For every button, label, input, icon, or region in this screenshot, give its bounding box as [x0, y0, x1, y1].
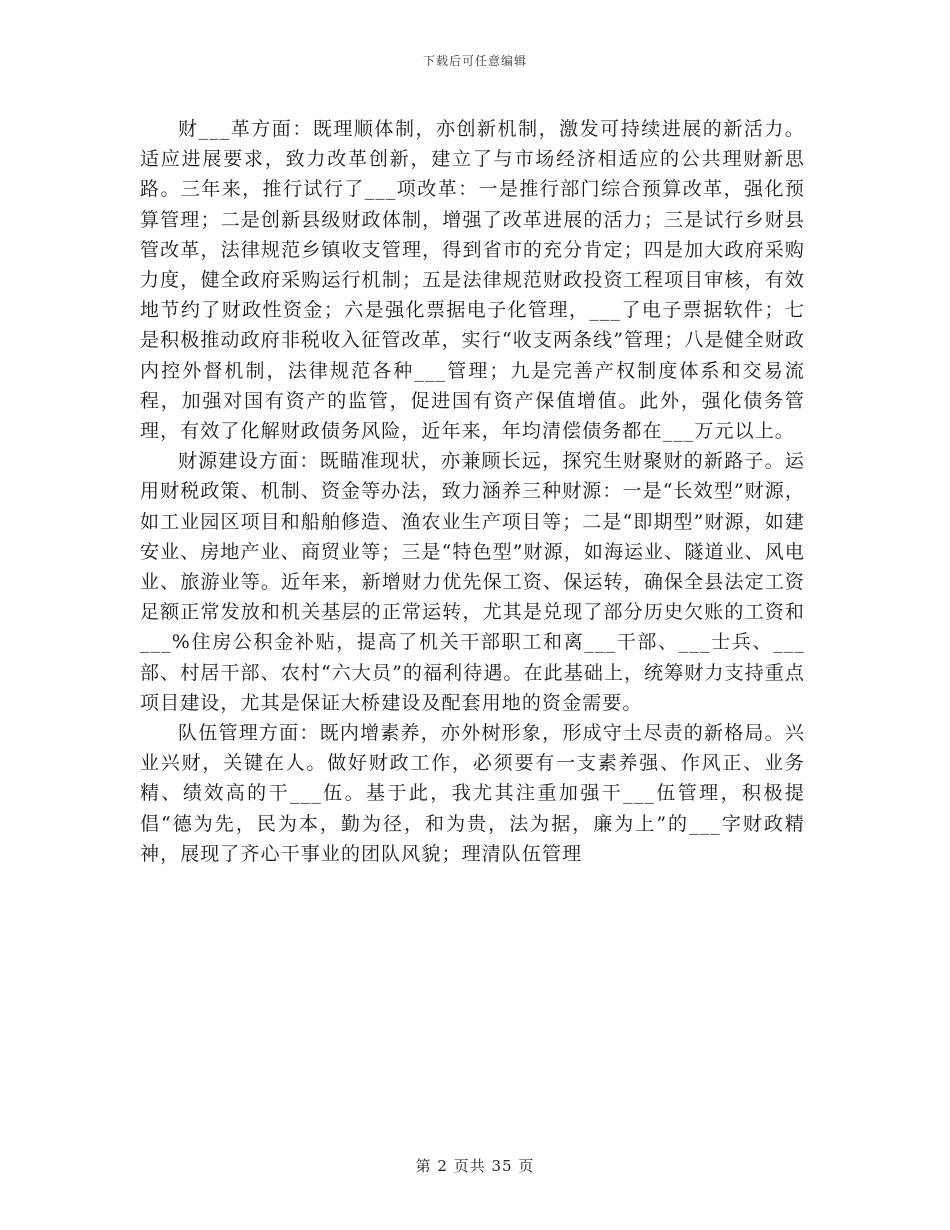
document-body [140, 114, 805, 869]
paragraph-fiscal-reform: 财___革方面：既理顺体制，亦创新机制，激发可持续进展的新活力。适应进展要求，致力改革创新，建立了与市场经济相适应的公共理财新思路。三年来，推行试行了___项改革：一是推行部门综合预算改革，强化预算管理；二是创新县级财政体制，增强了改革进展的活力；三是试行乡财县管改革，法律规范乡镇收支管理，得到省市的充分肯定；四是加大政府采购力度，健全政府采购运行机制；五是法律规范财政投资工程项目审核，有效地节约了财政性资金；六是强化票据电子化管理，___了电子票据软件；七是积极推动政府非税收入征管改革，实行“收支两条线”管理；八是健全财政内控外督机制，法律规范各种___管理；九是完善产权制度体系和交易流程，加强对国有资产的监管，促进国有资产保值增值。此外，强化债务管理，有效了化解财政债务风险，近年来，年均清偿债务都在___万元以上。 [140, 118, 805, 443]
paragraph-team-management: 队伍管理方面：既内增素养，亦外树形象，形成守土尽责的新格局。兴业兴财，关键在人。做好财政工作，必须要有一支素养强、作风正、业务精、绩效高的干___伍。基于此，我尤其注重加强干___伍管理，积极提倡“德为先，民为本，勤为径，和为贵，法为据，廉为上”的___字财政精神，展现了齐心干事业的团队风貌；理清队伍管理 [140, 722, 805, 865]
paragraph-revenue-construction: 财源建设方面：既瞄准现状，亦兼顾长远，探究生财聚财的新路子。运用财税政策、机制、资金等办法，致力涵养三种财源：一是“长效型”财源，如工业园区项目和船舶修造、渔农业生产项目等；二是“即期型”财源，如建安业、房地产业、商贸业等；三是“特色型”财源，如海运业、隧道业、风电业、旅游业等。近年来，新增财力优先保工资、保运转，确保全县法定工资足额正常发放和机关基层的正常运转，尤其是兑现了部分历史欠账的工资和___%住房公积金补贴，提高了机关干部职工和离___干部、___士兵、___部、村居干部、农村“六大员”的福利待遇。在此基础上，统筹财力支持重点项目建设，尤其是保证大桥建设及配套用地的资金需要。 [140, 450, 805, 714]
page-header: 下载后可任意编辑 [422, 54, 527, 68]
page-footer: 第 2 页共 35 页 [415, 1157, 535, 1175]
